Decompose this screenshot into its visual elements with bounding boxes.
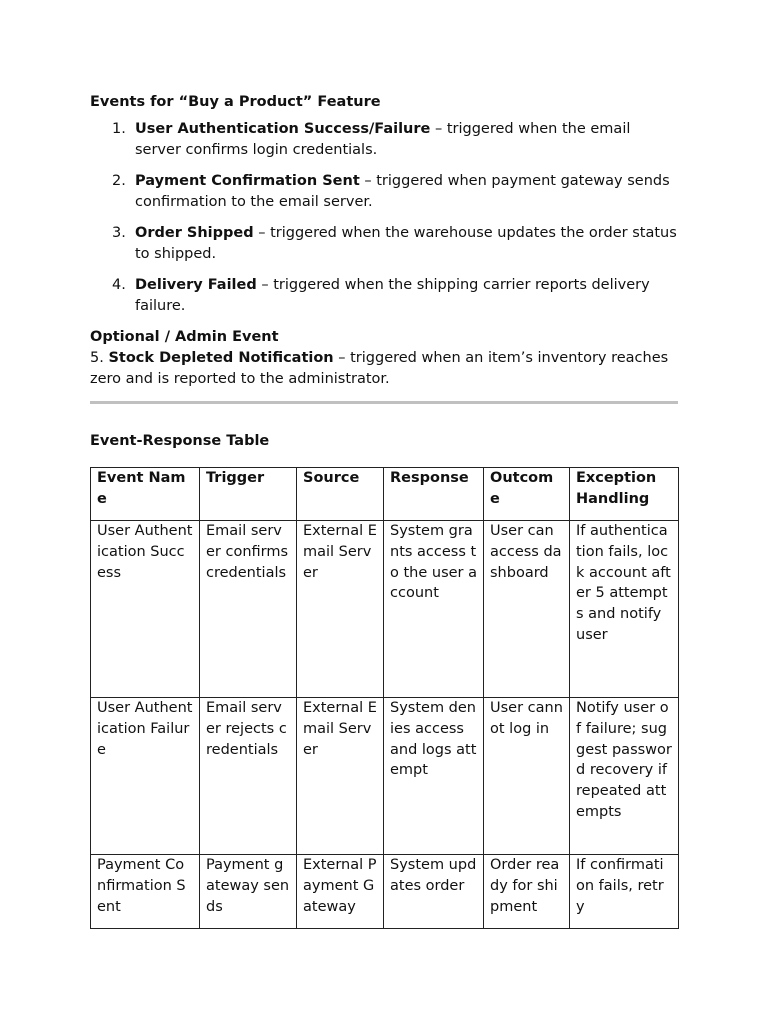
event-name: Delivery Failed bbox=[135, 277, 257, 293]
table-cell: If authentication fails, lock account after 5 attempts and notify user bbox=[570, 521, 679, 698]
event-description: – triggered when payment gateway sends confirmation to the email server. bbox=[135, 173, 670, 210]
list-item bbox=[90, 223, 678, 265]
table-header-row bbox=[91, 468, 679, 521]
table-cell: External Email Server bbox=[297, 521, 384, 698]
column-header: Event Name bbox=[91, 468, 200, 521]
table-cell: External Payment Gateway bbox=[297, 855, 384, 929]
table-row bbox=[91, 698, 679, 855]
table-cell: External Email Server bbox=[297, 698, 384, 855]
table-cell: System grants access to the user account bbox=[384, 521, 484, 698]
list-item bbox=[90, 275, 678, 317]
section-title: Events for “Buy a Product” Feature bbox=[90, 94, 381, 110]
column-header: Trigger bbox=[200, 468, 297, 521]
list-number: 1. bbox=[112, 121, 126, 137]
list-number: 2. bbox=[112, 173, 126, 189]
table-row bbox=[91, 855, 679, 929]
table-cell: User can access dashboard bbox=[484, 521, 570, 698]
table-cell: Notify user of failure; suggest password recovery if repeated attempts bbox=[570, 698, 679, 855]
table-cell: System denies access and logs attempt bbox=[384, 698, 484, 855]
table-cell: If confirmation fails, retry bbox=[570, 855, 679, 929]
table-cell: User cannot log in bbox=[484, 698, 570, 855]
optional-section-title: Optional / Admin Event bbox=[90, 329, 279, 345]
list-item bbox=[90, 119, 678, 161]
table-cell: Order ready for shipment bbox=[484, 855, 570, 929]
optional-event bbox=[90, 348, 678, 390]
list-item bbox=[90, 171, 678, 213]
column-header: Response bbox=[384, 468, 484, 521]
column-header: Outcome bbox=[484, 468, 570, 521]
horizontal-divider bbox=[90, 401, 678, 404]
event-name: User Authentication Success/Failure bbox=[135, 121, 431, 137]
document-page bbox=[90, 88, 678, 452]
event-description: – triggered when the shipping carrier reports delivery failure. bbox=[135, 277, 650, 314]
table-cell: User Authentication Success bbox=[91, 521, 200, 698]
event-response-table bbox=[90, 467, 679, 929]
optional-event-name: Stock Depleted Notification bbox=[108, 350, 334, 366]
list-number: 4. bbox=[112, 277, 126, 293]
optional-event-number: 5. bbox=[90, 350, 104, 366]
table-cell: User Authentication Failure bbox=[91, 698, 200, 855]
event-description: – triggered when the email server confirms login credentials. bbox=[135, 121, 631, 158]
optional-event-description: – triggered when an item’s inventory reaches zero and is reported to the administrator. bbox=[90, 350, 669, 387]
column-header: Exception Handling bbox=[570, 468, 679, 521]
event-description: – triggered when the warehouse updates the order status to shipped. bbox=[135, 225, 677, 262]
table-title: Event-Response Table bbox=[90, 433, 270, 449]
table-cell: System updates order bbox=[384, 855, 484, 929]
table-cell: Email server confirms credentials bbox=[200, 521, 297, 698]
event-name: Order Shipped bbox=[135, 225, 254, 241]
events-list bbox=[90, 119, 678, 317]
table-row bbox=[91, 521, 679, 698]
event-name: Payment Confirmation Sent bbox=[135, 173, 360, 189]
list-number: 3. bbox=[112, 225, 126, 241]
column-header: Source bbox=[297, 468, 384, 521]
table-cell: Payment gateway sends bbox=[200, 855, 297, 929]
table-cell: Payment Confirmation Sent bbox=[91, 855, 200, 929]
table-cell: Email server rejects credentials bbox=[200, 698, 297, 855]
